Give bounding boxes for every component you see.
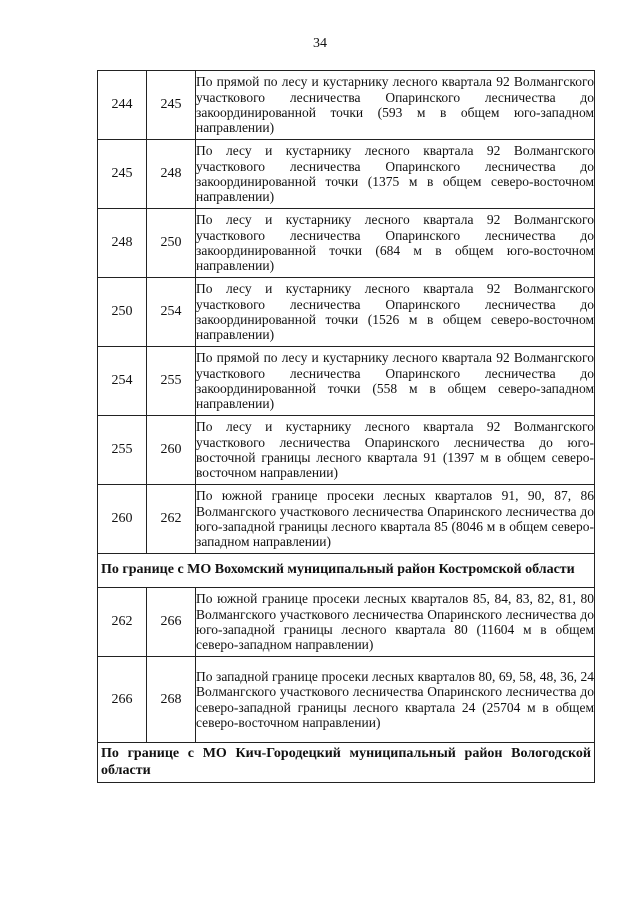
segment-description: По прямой по лесу и кустарнику лесного квартала 92 Волмангского участкового лесничества Опаринского лесничества до закоординированной точки (593 м в общем юго-западном направлении) <box>196 71 595 140</box>
table-row <box>98 140 595 209</box>
section-heading-row <box>98 743 595 783</box>
point-from: 244 <box>98 71 147 140</box>
page-number: 34 <box>313 36 327 51</box>
segment-description: По западной границе просеки лесных кварталов 80, 69, 58, 48, 36, 24 Волмангского участкового лесничества Опаринского лесничества до северо-западной границы лесного квартала 24 (25704 м в общем северо-восточном направлении) <box>196 657 595 743</box>
table-row <box>98 278 595 347</box>
point-to: 254 <box>147 278 196 347</box>
point-from: 245 <box>98 140 147 209</box>
segment-description: По лесу и кустарнику лесного квартала 92 Волмангского участкового лесничества Опаринского лесничества до закоординированной точки (1526 м в общем северо-восточном направлении) <box>196 278 595 347</box>
point-from: 255 <box>98 416 147 485</box>
segment-description: По лесу и кустарнику лесного квартала 92 Волмангского участкового лесничества Опаринского лесничества до юго-восточной границы лесного квартала 91 (1397 м в общем северо-восточном направлении) <box>196 416 595 485</box>
point-from: 266 <box>98 657 147 743</box>
segment-description: По южной границе просеки лесных кварталов 91, 90, 87, 86 Волмангского участкового лесничества Опаринского лесничества до юго-западной границы лесного квартала 85 (8046 м в общем северо-западном направлении) <box>196 485 595 554</box>
point-to: 262 <box>147 485 196 554</box>
point-to: 248 <box>147 140 196 209</box>
table-row <box>98 209 595 278</box>
point-to: 245 <box>147 71 196 140</box>
point-from: 260 <box>98 485 147 554</box>
point-to: 266 <box>147 588 196 657</box>
table-row <box>98 485 595 554</box>
section-heading: По границе с МО Кич-Городецкий муниципальный район Вологодской области <box>98 743 595 783</box>
table-row <box>98 71 595 140</box>
point-to: 260 <box>147 416 196 485</box>
table-row <box>98 657 595 743</box>
point-from: 250 <box>98 278 147 347</box>
table-row <box>98 588 595 657</box>
table-row <box>98 416 595 485</box>
section-heading-row <box>98 554 595 588</box>
table-row <box>98 347 595 416</box>
point-to: 250 <box>147 209 196 278</box>
point-from: 248 <box>98 209 147 278</box>
point-from: 254 <box>98 347 147 416</box>
point-from: 262 <box>98 588 147 657</box>
section-heading: По границе с МО Вохомский муниципальный район Костромской области <box>98 554 595 588</box>
segment-description: По южной границе просеки лесных кварталов 85, 84, 83, 82, 81, 80 Волмангского участкового лесничества Опаринского лесничества до юго-западной границы лесного квартала 80 (11604 м в общем северо-западном направлении) <box>196 588 595 657</box>
point-to: 268 <box>147 657 196 743</box>
boundary-table <box>97 70 595 783</box>
point-to: 255 <box>147 347 196 416</box>
segment-description: По прямой по лесу и кустарнику лесного квартала 92 Волмангского участкового лесничества Опаринского лесничества до закоординированной точки (558 м в общем северо-западном направлении) <box>196 347 595 416</box>
segment-description: По лесу и кустарнику лесного квартала 92 Волмангского участкового лесничества Опаринского лесничества до закоординированной точки (684 м в общем юго-восточном направлении) <box>196 209 595 278</box>
segment-description: По лесу и кустарнику лесного квартала 92 Волмангского участкового лесничества Опаринского лесничества до закоординированной точки (1375 м в общем северо-восточном направлении) <box>196 140 595 209</box>
